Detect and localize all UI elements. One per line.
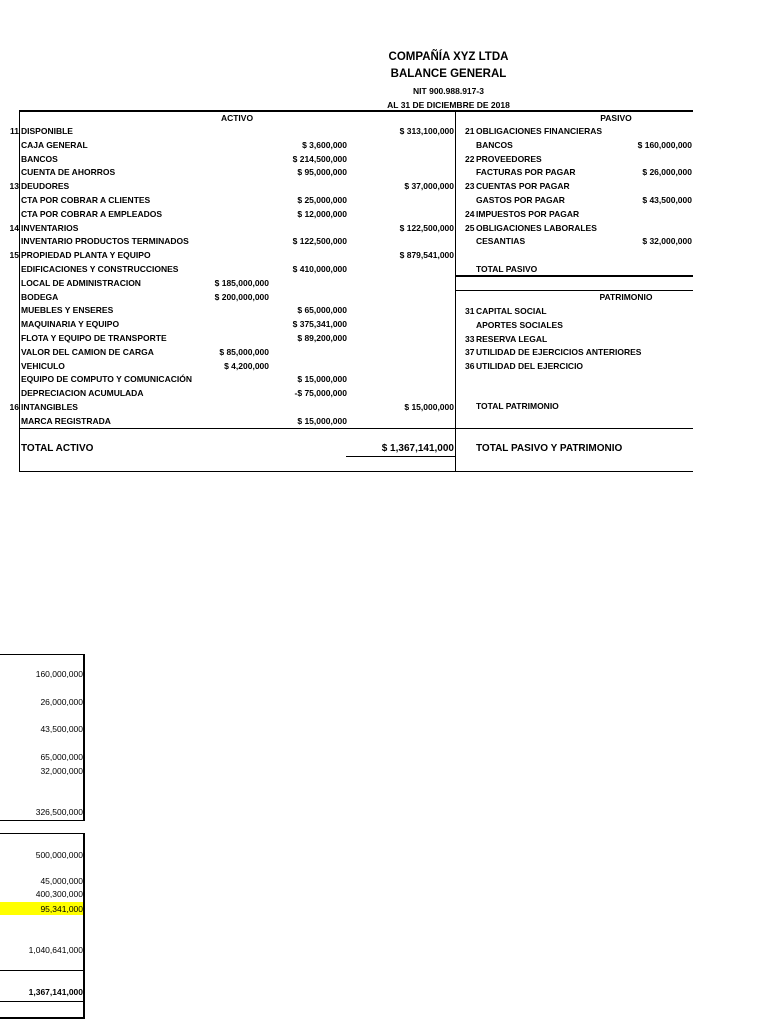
account-code: 11 bbox=[10, 126, 19, 136]
summary-value: 45,000,000 bbox=[40, 876, 83, 886]
summary-value: 326,500,000 bbox=[35, 807, 83, 817]
account-label: APORTES SOCIALES bbox=[476, 319, 563, 330]
report-title: BALANCE GENERAL bbox=[390, 68, 507, 80]
account-value: $ 25,000,000 bbox=[297, 195, 347, 205]
account-code: 25 bbox=[465, 222, 475, 233]
summary-value: 26,000,000 bbox=[40, 697, 83, 707]
total-activo-label: TOTAL ACTIVO bbox=[21, 443, 94, 454]
account-code: 13 bbox=[9, 181, 19, 192]
account-code: 21 bbox=[465, 126, 475, 136]
subaccount-value: $ 200,000,000 bbox=[214, 291, 269, 302]
account-code: 31 bbox=[465, 306, 475, 316]
pasivo-total-line bbox=[456, 275, 693, 277]
account-label: FACTURAS POR PAGAR bbox=[476, 167, 576, 178]
summary-value: 400,300,000 bbox=[35, 889, 83, 899]
pasivo-heading: PASIVO bbox=[600, 113, 632, 123]
account-label: INTANGIBLES bbox=[21, 402, 78, 412]
account-value: $ 214,500,000 bbox=[292, 153, 347, 164]
account-label: BODEGA bbox=[21, 291, 59, 302]
account-label: MAQUINARIA Y EQUIPO bbox=[21, 319, 120, 330]
activo-total-divider bbox=[20, 428, 456, 429]
account-label: IMPUESTOS POR PAGAR bbox=[476, 208, 580, 219]
account-label: FLOTA Y EQUIPO DE TRANSPORTE bbox=[21, 333, 167, 343]
account-value: $ 15,000,000 bbox=[297, 415, 347, 426]
account-code: 37 bbox=[465, 347, 475, 358]
account-label: UTILIDAD DE EJERCICIOS ANTERIORES bbox=[476, 347, 642, 358]
total-pasivo-label: TOTAL PASIVO bbox=[476, 264, 538, 274]
summary-value: 95,341,000 bbox=[40, 904, 83, 914]
group-value: $ 879,541,000 bbox=[399, 250, 454, 261]
summary-value: 1,367,141,000 bbox=[28, 987, 83, 997]
account-label: BANCOS bbox=[21, 153, 58, 164]
account-label: PROVEEDORES bbox=[476, 153, 542, 164]
account-code: 24 bbox=[465, 208, 475, 219]
account-value: $ 375,341,000 bbox=[292, 319, 347, 330]
account-label: RESERVA LEGAL bbox=[476, 333, 548, 344]
summary-value: 43,500,000 bbox=[40, 724, 83, 734]
account-value: $ 122,500,000 bbox=[292, 236, 347, 247]
account-value: $ 3,600,000 bbox=[302, 139, 347, 150]
summary-value: 1,040,641,000 bbox=[28, 945, 83, 955]
activo-heading: ACTIVO bbox=[220, 113, 254, 123]
account-value: $ 65,000,000 bbox=[297, 305, 347, 316]
account-value: -$ 75,000,000 bbox=[294, 388, 347, 399]
total-pasivo-patrimonio-label: TOTAL PASIVO Y PATRIMONIO bbox=[476, 443, 623, 454]
total-activo-underline bbox=[346, 456, 455, 457]
account-code: 16 bbox=[9, 402, 19, 412]
group-value: $ 313,100,000 bbox=[399, 126, 454, 136]
summary-value: 32,000,000 bbox=[40, 766, 83, 776]
account-label: CUENTA DE AHORROS bbox=[21, 167, 116, 178]
account-label: INVENTARIO PRODUCTOS TERMINADOS bbox=[21, 236, 189, 247]
account-label: CAJA GENERAL bbox=[21, 139, 88, 150]
account-label: LOCAL DE ADMINISTRACION bbox=[21, 277, 141, 288]
group-value: $ 122,500,000 bbox=[399, 222, 454, 233]
group-value: $ 15,000,000 bbox=[404, 402, 454, 412]
account-value: $ 43,500,000 bbox=[642, 195, 692, 205]
group-value: $ 37,000,000 bbox=[404, 181, 454, 192]
account-label: PROPIEDAD PLANTA Y EQUIPO bbox=[21, 250, 151, 261]
nit: NIT 900.988.917-3 bbox=[413, 86, 484, 96]
account-value: $ 15,000,000 bbox=[297, 374, 347, 385]
pasivo-summary-box bbox=[0, 654, 85, 821]
left-border bbox=[19, 110, 20, 472]
account-label: CTA POR COBRAR A EMPLEADOS bbox=[21, 208, 163, 219]
summary-value: 160,000,000 bbox=[35, 669, 83, 679]
account-label: CUENTAS POR PAGAR bbox=[476, 181, 570, 192]
patrimonio-total-divider bbox=[456, 428, 693, 429]
total-patrimonio-label: TOTAL PATRIMONIO bbox=[476, 401, 559, 411]
total-activo-value: $ 1,367,141,000 bbox=[381, 443, 454, 454]
account-label: UTILIDAD DEL EJERCICIO bbox=[476, 361, 584, 372]
account-label: DEPRECIACION ACUMULADA bbox=[21, 388, 144, 399]
account-code: 33 bbox=[465, 333, 475, 344]
account-label: OBLIGACIONES LABORALES bbox=[476, 222, 597, 233]
account-label: VEHICULO bbox=[21, 360, 65, 371]
account-label: CAPITAL SOCIAL bbox=[476, 306, 547, 316]
account-label: VALOR DEL CAMION DE CARGA bbox=[21, 346, 154, 357]
account-value: $ 89,200,000 bbox=[297, 333, 347, 343]
account-code: 15 bbox=[9, 250, 19, 261]
account-label: MUEBLES Y ENSERES bbox=[21, 305, 114, 316]
account-label: BANCOS bbox=[476, 139, 513, 150]
account-label: EQUIPO DE COMPUTO Y COMUNICACIÓN bbox=[21, 374, 192, 385]
account-code: 23 bbox=[465, 181, 475, 192]
account-value: $ 26,000,000 bbox=[642, 167, 692, 178]
account-label: DISPONIBLE bbox=[21, 126, 73, 136]
account-label: GASTOS POR PAGAR bbox=[476, 195, 565, 205]
account-value: $ 32,000,000 bbox=[642, 236, 692, 247]
account-value: $ 95,000,000 bbox=[297, 167, 347, 178]
summary-bottom-divider bbox=[0, 1001, 84, 1002]
top-border bbox=[19, 110, 693, 112]
account-label: CTA POR COBRAR A CLIENTES bbox=[21, 195, 151, 205]
patrimonio-heading: PATRIMONIO bbox=[599, 292, 653, 302]
account-code: 14 bbox=[9, 222, 19, 233]
account-label: MARCA REGISTRADA bbox=[21, 415, 111, 426]
middle-border bbox=[455, 110, 456, 472]
account-code: 36 bbox=[465, 361, 475, 372]
summary-value: 500,000,000 bbox=[35, 850, 83, 860]
subaccount-value: $ 4,200,000 bbox=[224, 360, 269, 371]
account-label: DEUDORES bbox=[21, 181, 70, 192]
company-name: COMPAÑÍA XYZ LTDA bbox=[388, 51, 509, 63]
summary-divider bbox=[0, 970, 84, 971]
bottom-border bbox=[19, 471, 693, 472]
account-value: $ 12,000,000 bbox=[297, 208, 347, 219]
report-date: AL 31 DE DICIEMBRE DE 2018 bbox=[387, 100, 510, 110]
account-label: EDIFICACIONES Y CONSTRUCCIONES bbox=[21, 264, 179, 274]
subaccount-value: $ 185,000,000 bbox=[214, 277, 269, 288]
account-label: INVENTARIOS bbox=[21, 222, 79, 233]
patrimonio-top-line bbox=[456, 290, 693, 291]
subaccount-value: $ 85,000,000 bbox=[219, 346, 269, 357]
account-value: $ 410,000,000 bbox=[292, 264, 347, 274]
account-label: CESANTIAS bbox=[476, 236, 526, 247]
summary-value: 65,000,000 bbox=[40, 752, 83, 762]
account-code: 22 bbox=[465, 153, 475, 164]
account-label: OBLIGACIONES FINANCIERAS bbox=[476, 126, 603, 136]
account-value: $ 160,000,000 bbox=[637, 139, 692, 150]
